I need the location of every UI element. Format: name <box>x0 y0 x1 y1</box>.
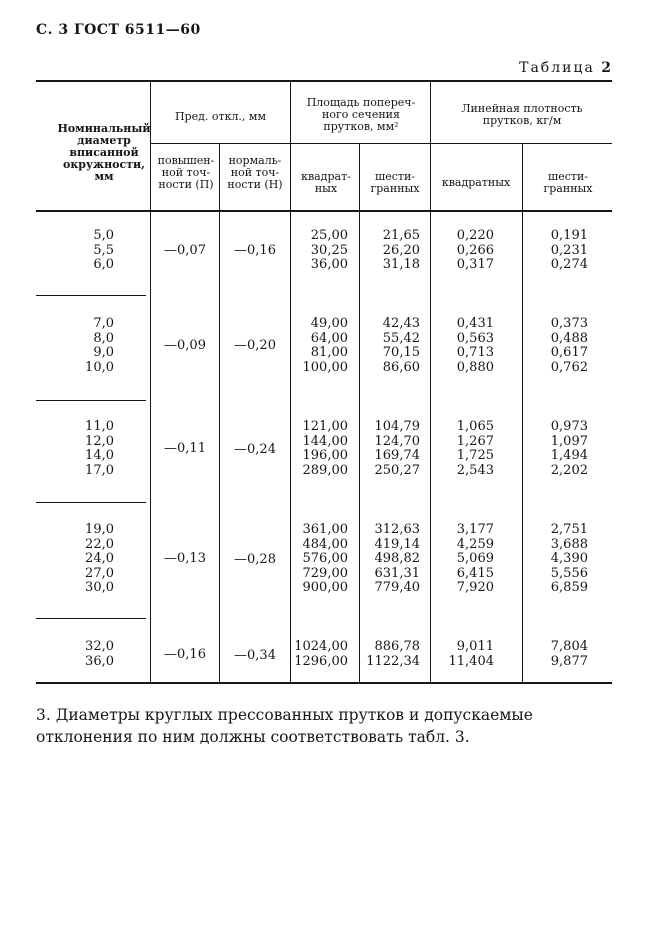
density-square-values: 1,065 1,267 1,725 2,543 <box>456 419 494 478</box>
density-square-values: 9,011 11,404 <box>448 639 494 669</box>
area-hex-values: 42,43 55,42 70,15 86,60 <box>382 316 420 375</box>
density-hex-values: 0,191 0,231 0,274 <box>550 228 588 273</box>
area-square-values: 361,00 484,00 576,00 729,00 900,00 <box>302 522 348 596</box>
area-hex-values: 886,78 1122,34 <box>366 639 420 669</box>
table-header-rule <box>36 210 612 212</box>
density-square-values: 0,431 0,563 0,713 0,880 <box>456 316 494 375</box>
tolerance-normal-value: —0,20 <box>234 338 276 353</box>
tolerance-increased-value: —0,13 <box>164 551 206 566</box>
header-tolerance: Пред. откл., мм <box>174 110 267 123</box>
paragraph-3: 3. Диаметры круглых прессованных прутков и допускаемые отклонения по ним должны соответствовать табл. 3. <box>36 706 533 746</box>
table-bottom-rule <box>36 682 612 684</box>
group-separator <box>36 400 146 401</box>
group-separator <box>36 295 146 296</box>
column-divider <box>522 143 523 682</box>
area-square-values: 121,00 144,00 196,00 289,00 <box>302 419 348 478</box>
tolerance-increased-value: —0,11 <box>164 441 206 456</box>
column-divider <box>219 143 220 682</box>
tolerance-increased-value: —0,09 <box>164 338 206 353</box>
area-square-values: 49,00 64,00 81,00 100,00 <box>302 316 348 375</box>
header-area-square: квадрат-ных <box>301 170 351 195</box>
density-square-values: 3,177 4,259 5,069 6,415 7,920 <box>456 522 494 596</box>
page-header: С. 3 ГОСТ 6511—60 <box>36 22 201 38</box>
tolerance-increased-value: —0,07 <box>164 243 206 258</box>
area-square-values: 1024,00 1296,00 <box>294 639 348 669</box>
diameter-values: 5,0 5,5 6,0 <box>93 228 114 273</box>
tolerance-increased-value: —0,16 <box>164 647 206 662</box>
diameter-values: 11,0 12,0 14,0 17,0 <box>85 419 114 478</box>
table-number: 2 <box>601 60 611 76</box>
area-hex-values: 104,79 124,70 169,74 250,27 <box>374 419 420 478</box>
table-label: Таблица <box>519 60 595 76</box>
diameter-values: 19,0 22,0 24,0 27,0 30,0 <box>85 522 114 596</box>
header-density-hex: шести-гранных <box>543 170 593 195</box>
density-hex-values: 0,373 0,488 0,617 0,762 <box>550 316 588 375</box>
group-separator <box>36 618 146 619</box>
header-tolerance-increased: повышен-ной точ-ности (П) <box>157 154 215 191</box>
area-square-values: 25,00 30,25 36,00 <box>310 228 348 273</box>
tolerance-normal-value: —0,34 <box>234 648 276 663</box>
tolerance-normal-value: —0,16 <box>234 243 276 258</box>
group-separator <box>36 502 146 503</box>
diameter-values: 7,0 8,0 9,0 10,0 <box>85 316 114 375</box>
header-nominal-diameter: Номинальный диаметр вписанной окружности, мм <box>57 122 151 183</box>
density-square-values: 0,220 0,266 0,317 <box>456 228 494 273</box>
table-title <box>519 60 611 76</box>
density-hex-values: 2,751 3,688 4,390 5,556 6,859 <box>550 522 588 596</box>
header-area-hex: шести-гранных <box>370 170 420 195</box>
area-hex-values: 312,63 419,14 498,82 631,31 779,40 <box>374 522 420 596</box>
density-hex-values: 7,804 9,877 <box>550 639 588 669</box>
tolerance-normal-value: —0,24 <box>234 442 276 457</box>
tolerance-normal-value: —0,28 <box>234 552 276 567</box>
table-top-rule <box>36 80 612 82</box>
column-divider <box>359 143 360 682</box>
diameter-values: 32,0 36,0 <box>85 639 114 669</box>
header-area: Площадь попереч-ного сечения прутков, мм² <box>306 96 416 133</box>
header-density: Линейная плотность прутков, кг/м <box>461 102 583 127</box>
header-tolerance-normal: нормаль-ной точ-ности (Н) <box>227 154 283 191</box>
area-hex-values: 21,65 26,20 31,18 <box>382 228 420 273</box>
density-hex-values: 0,973 1,097 1,494 2,202 <box>550 419 588 478</box>
header-density-square: квадратных <box>441 176 511 189</box>
